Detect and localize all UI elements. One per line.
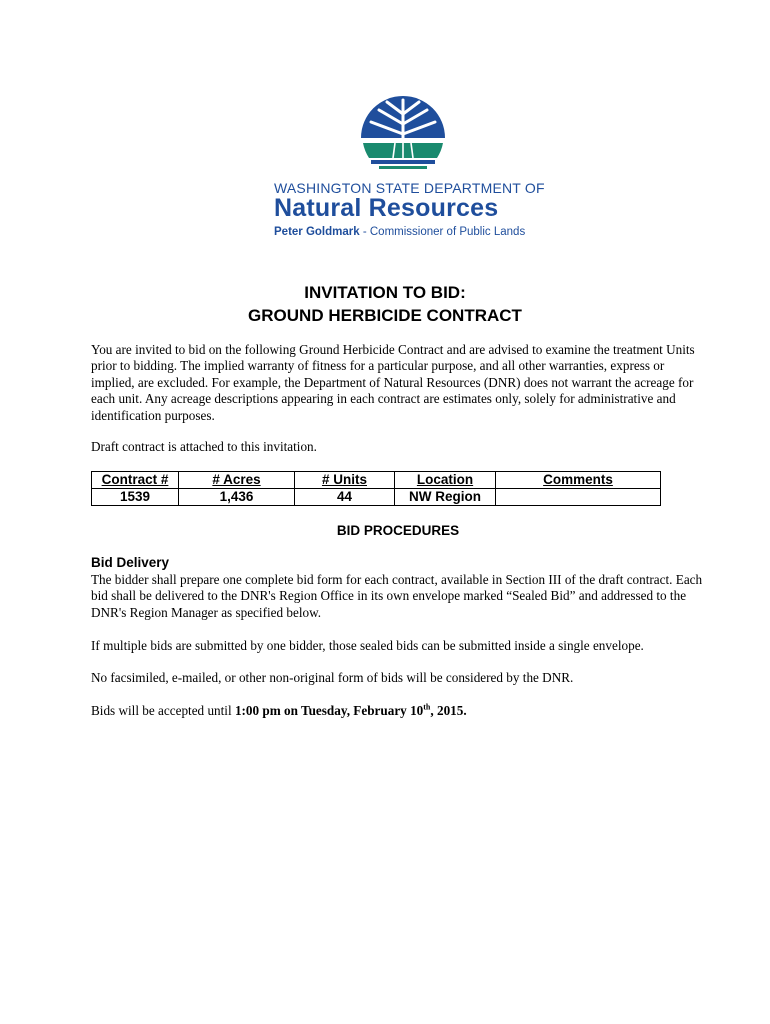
- table-header-row: [92, 472, 661, 489]
- deadline-date: 1:00 pm on Tuesday, February 10th, 2015.: [234, 702, 467, 718]
- cell-contract: 1539: [92, 489, 179, 506]
- bid-delivery-heading: Bid Delivery: [91, 555, 170, 570]
- deadline-prefix: Bids will be accepted until: [91, 703, 235, 718]
- dept-name-line1: WASHINGTON STATE DEPARTMENT OF: [274, 180, 545, 196]
- deadline-paragraph: [91, 703, 707, 719]
- commissioner-line: [274, 226, 525, 238]
- dept-name-line2: Natural Resources: [274, 194, 499, 222]
- header-units: # Units: [295, 472, 395, 489]
- multiple-bids-paragraph: If multiple bids are submitted by one bidder, those sealed bids can be submitted inside a single envelope.: [91, 638, 644, 653]
- header-comments: Comments: [496, 472, 661, 489]
- cell-units: 44: [295, 489, 395, 506]
- draft-note: Draft contract is attached to this invitation.: [91, 439, 317, 454]
- intro-paragraph: You are invited to bid on the following Ground Herbicide Contract and are advised to examine the treatment Units prior to bidding. The implied warranty of fitness for a particular purpose, and all other warranties, express or implied, are excluded. For example, the Department of Natural Resources (DNR) does not warrant the acreage for each unit. Any acreage descriptions appearing in each contract are estimates only, solely for administrative and identification purposes.: [91, 342, 695, 423]
- no-fax-paragraph: No facsimiled, e-mailed, or other non-original form of bids will be considered by the DNR.: [91, 670, 574, 685]
- cell-acres: 1,436: [179, 489, 295, 506]
- commissioner-name: Peter Goldmark: [274, 226, 360, 238]
- bid-delivery-paragraph: The bidder shall prepare one complete bid form for each contract, available in Section III of the draft contract. Each bid shall be delivered to the DNR's Region Office in its own envelope marked “Sealed Bid” and addressed to the DNR's Region Manager as specified below.: [91, 572, 703, 620]
- header-contract: Contract #: [92, 472, 179, 489]
- dnr-emblem-icon: [357, 92, 449, 178]
- dnr-logo: [274, 92, 545, 242]
- bid-procedures-heading: BID PROCEDURES: [336, 523, 460, 538]
- commissioner-title: - Commissioner of Public Lands: [359, 226, 526, 238]
- page-title-line1: INVITATION TO BID:: [304, 283, 466, 302]
- contract-table: [91, 471, 661, 506]
- table-row: [92, 489, 661, 506]
- page-title-line2: GROUND HERBICIDE CONTRACT: [248, 306, 522, 325]
- cell-location: NW Region: [395, 489, 496, 506]
- header-acres: # Acres: [179, 472, 295, 489]
- header-location: Location: [395, 472, 496, 489]
- cell-comments: [496, 489, 661, 506]
